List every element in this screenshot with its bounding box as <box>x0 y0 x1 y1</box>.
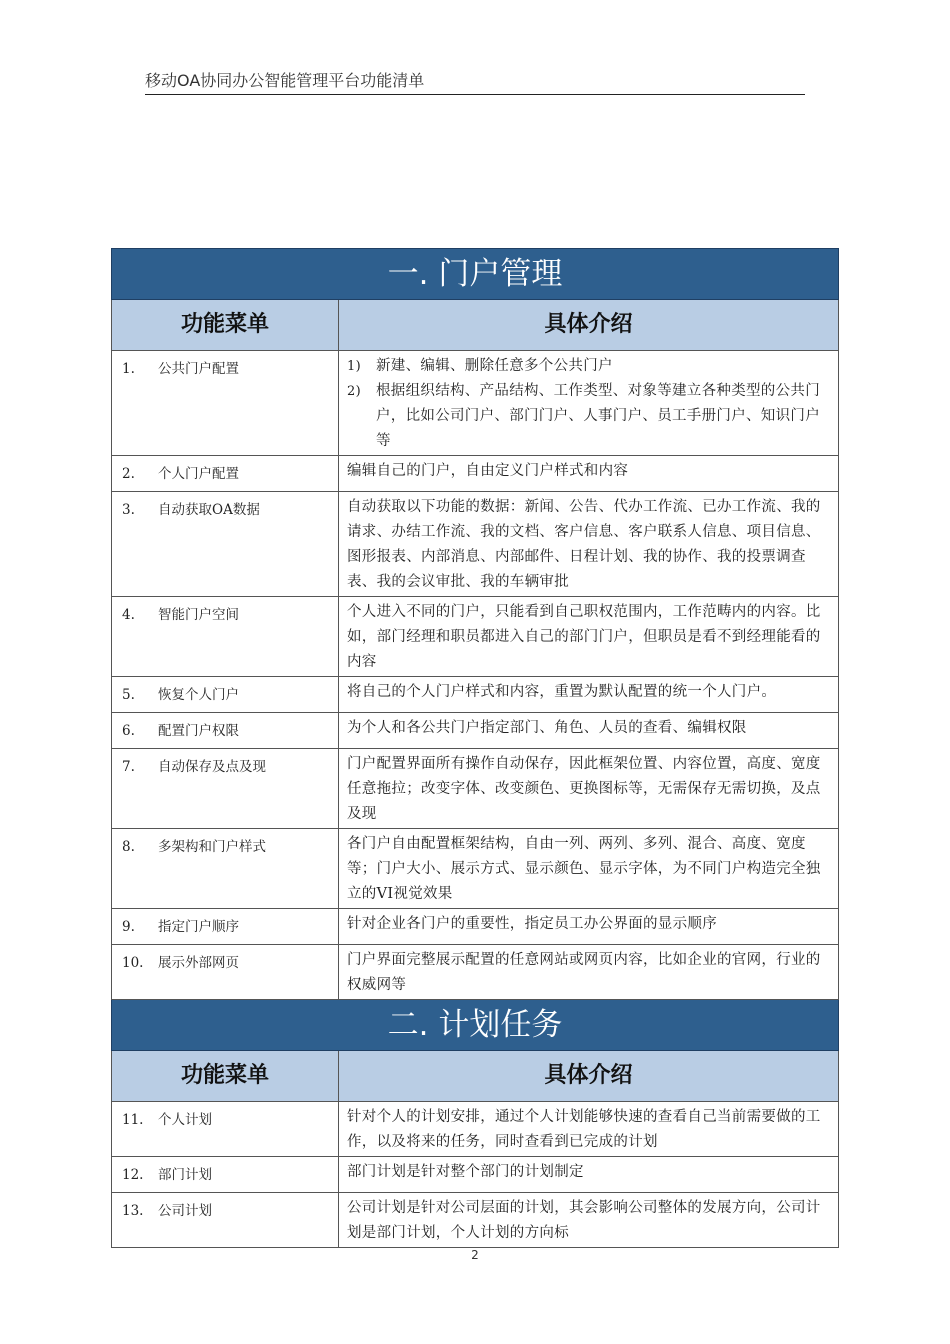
list-item-text: 根据组织结构、产品结构、工作类型、对象等建立各种类型的公共门户，比如公司门户、部门门户、人事门户、员工手册门户、知识门户等 <box>376 383 820 449</box>
menu-cell <box>112 456 339 492</box>
desc-cell: 个人进入不同的门户，只能看到自己职权范围内，工作范畴内的内容。比如，部门经理和职员都进入自己的部门门户，但职员是看不到经理能看的内容 <box>339 597 839 677</box>
section-title: 一. 门户管理 <box>112 249 839 300</box>
table-row <box>112 1102 839 1157</box>
desc-cell: 公司计划是针对公司层面的计划，其会影响公司整体的发展方向，公司计划是部门计划，个人计划的方向标 <box>339 1193 839 1248</box>
list-item <box>347 379 832 454</box>
desc-list <box>347 354 832 454</box>
desc-cell: 针对企业各门户的重要性，指定员工办公界面的显示顺序 <box>339 909 839 945</box>
list-item <box>347 354 832 379</box>
menu-cell <box>112 713 339 749</box>
menu-cell <box>112 1193 339 1248</box>
section-title: 二. 计划任务 <box>112 1000 839 1051</box>
menu-cell <box>112 1157 339 1193</box>
desc-cell: 门户界面完整展示配置的任意网站或网页内容，比如企业的官网，行业的权威网等 <box>339 945 839 1000</box>
table-row <box>112 909 839 945</box>
table-row <box>112 492 839 597</box>
menu-name: 配置门户权限 <box>158 723 239 739</box>
table-row <box>112 749 839 829</box>
table-row <box>112 945 839 1000</box>
row-number: 8. <box>122 839 135 855</box>
desc-cell <box>339 351 839 456</box>
row-number: 5. <box>122 687 135 703</box>
row-number: 1. <box>122 361 135 377</box>
row-number: 3. <box>122 502 135 518</box>
menu-cell <box>112 945 339 1000</box>
column-header-menu: 功能菜单 <box>112 1051 339 1102</box>
menu-cell <box>112 1102 339 1157</box>
desc-cell: 将自己的个人门户样式和内容，重置为默认配置的统一个人门户。 <box>339 677 839 713</box>
column-header-desc: 具体介绍 <box>339 300 839 351</box>
menu-name: 恢复个人门户 <box>158 687 239 703</box>
menu-name: 自动保存及点及现 <box>158 759 266 775</box>
function-list-table <box>111 248 839 1248</box>
menu-name: 多架构和门户样式 <box>158 839 266 855</box>
row-number: 11. <box>122 1112 144 1128</box>
row-number: 12. <box>122 1167 144 1183</box>
menu-cell <box>112 597 339 677</box>
menu-name: 公司计划 <box>158 1203 212 1219</box>
column-header-menu: 功能菜单 <box>112 300 339 351</box>
table-row <box>112 677 839 713</box>
row-number: 7. <box>122 759 135 775</box>
menu-name: 个人计划 <box>158 1112 212 1128</box>
menu-name: 部门计划 <box>158 1167 212 1183</box>
table-row <box>112 597 839 677</box>
menu-cell <box>112 677 339 713</box>
menu-cell <box>112 829 339 909</box>
desc-cell: 编辑自己的门户，自由定义门户样式和内容 <box>339 456 839 492</box>
row-number: 10. <box>122 955 144 971</box>
desc-cell: 针对个人的计划安排，通过个人计划能够快速的查看自己当前需要做的工作，以及将来的任务，同时查看到已完成的计划 <box>339 1102 839 1157</box>
menu-cell <box>112 909 339 945</box>
menu-name: 个人门户配置 <box>158 466 239 482</box>
list-item-number: 1) <box>347 359 361 374</box>
table-row <box>112 456 839 492</box>
table-row <box>112 829 839 909</box>
menu-cell <box>112 492 339 597</box>
row-number: 6. <box>122 723 135 739</box>
menu-name: 展示外部网页 <box>158 955 239 971</box>
menu-cell <box>112 749 339 829</box>
row-number: 4. <box>122 607 135 623</box>
table-row <box>112 1157 839 1193</box>
desc-cell: 自动获取以下功能的数据：新闻、公告、代办工作流、已办工作流、我的请求、办结工作流、我的文档、客户信息、客户联系人信息、项目信息、图形报表、内部消息、内部邮件、日程计划、我的协作、我的投票调查表、我的会议审批、我的车辆审批 <box>339 492 839 597</box>
desc-cell: 各门户自由配置框架结构，自由一列、两列、多列、混合、高度、宽度等；门户大小、展示方式、显示颜色、显示字体，为不同门户构造完全独立的VI视觉效果 <box>339 829 839 909</box>
row-number: 9. <box>122 919 135 935</box>
menu-name: 自动获取OA数据 <box>158 502 260 518</box>
row-number: 13. <box>122 1203 144 1219</box>
table-row <box>112 351 839 456</box>
page-header-title: 移动OA协同办公智能管理平台功能清单 <box>145 68 805 95</box>
menu-name: 公共门户配置 <box>158 361 239 377</box>
page-number: 2 <box>471 1248 479 1262</box>
table-row <box>112 1193 839 1248</box>
column-header-desc: 具体介绍 <box>339 1051 839 1102</box>
menu-name: 智能门户空间 <box>158 607 239 623</box>
row-number: 2. <box>122 466 135 482</box>
desc-cell: 为个人和各公共门户指定部门、角色、人员的查看、编辑权限 <box>339 713 839 749</box>
list-item-text: 新建、编辑、删除任意多个公共门户 <box>376 358 613 374</box>
table-row <box>112 713 839 749</box>
desc-cell: 部门计划是针对整个部门的计划制定 <box>339 1157 839 1193</box>
menu-cell <box>112 351 339 456</box>
list-item-number: 2) <box>347 384 361 399</box>
desc-cell: 门户配置界面所有操作自动保存，因此框架位置、内容位置，高度、宽度任意拖拉；改变字体、改变颜色、更换图标等，无需保存无需切换，及点及现 <box>339 749 839 829</box>
menu-name: 指定门户顺序 <box>158 919 239 935</box>
